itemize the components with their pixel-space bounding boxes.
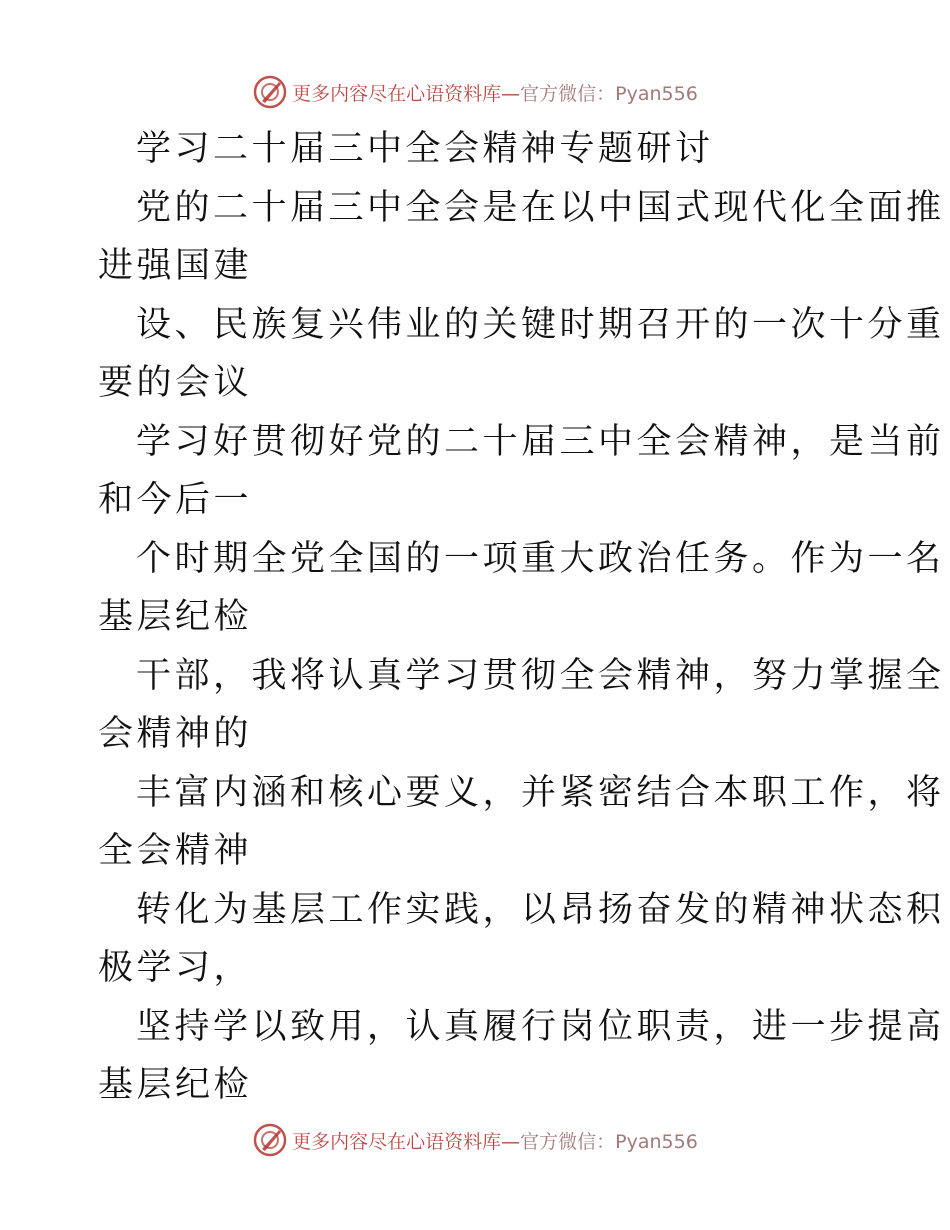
paragraph-line: 坚持学以致用，认真履行岗位职责，进一步提高 [136,1006,945,1047]
brand-logo-icon [252,1122,288,1158]
watermark-text: 更多内容尽在心语资料库—官方微信：Pyan556 [292,1130,698,1153]
document-title: 学习二十届三中全会精神专题研讨 [136,129,714,169]
paragraph-line: 干部，我将认真学习贯彻全会精神，努力掌握全 [136,655,945,696]
paragraph-line: 个时期全党全国的一项重大政治任务。作为一名 [136,538,945,579]
paragraph-line: 设、民族复兴伟业的关键时期召开的一次十分重 [136,304,945,345]
paragraph-line: 全会精神 [98,831,253,871]
paragraph-line: 会精神的 [98,714,253,754]
paragraph-line: 和今后一 [98,480,253,520]
header-watermark [0,72,950,112]
paragraph-line: 要的会议 [98,363,253,403]
footer-watermark [0,1120,950,1160]
paragraph-line: 学习好贯彻好党的二十届三中全会精神，是当前 [136,421,945,462]
paragraph-line: 党的二十届三中全会是在以中国式现代化全面推 [136,187,945,228]
paragraph-line: 丰富内涵和核心要义，并紧密结合本职工作，将 [136,772,945,813]
paragraph-line: 转化为基层工作实践，以昂扬奋发的精神状态积 [136,889,945,930]
paragraph-line: 基层纪检 [98,597,253,637]
brand-logo-icon [252,74,288,110]
paragraph-line: 进强国建 [98,246,253,286]
paragraph-line: 基层纪检 [98,1065,253,1105]
paragraph-line: 极学习， [98,948,253,988]
document-body [98,120,945,1115]
watermark-text: 更多内容尽在心语资料库—官方微信：Pyan556 [292,82,698,105]
